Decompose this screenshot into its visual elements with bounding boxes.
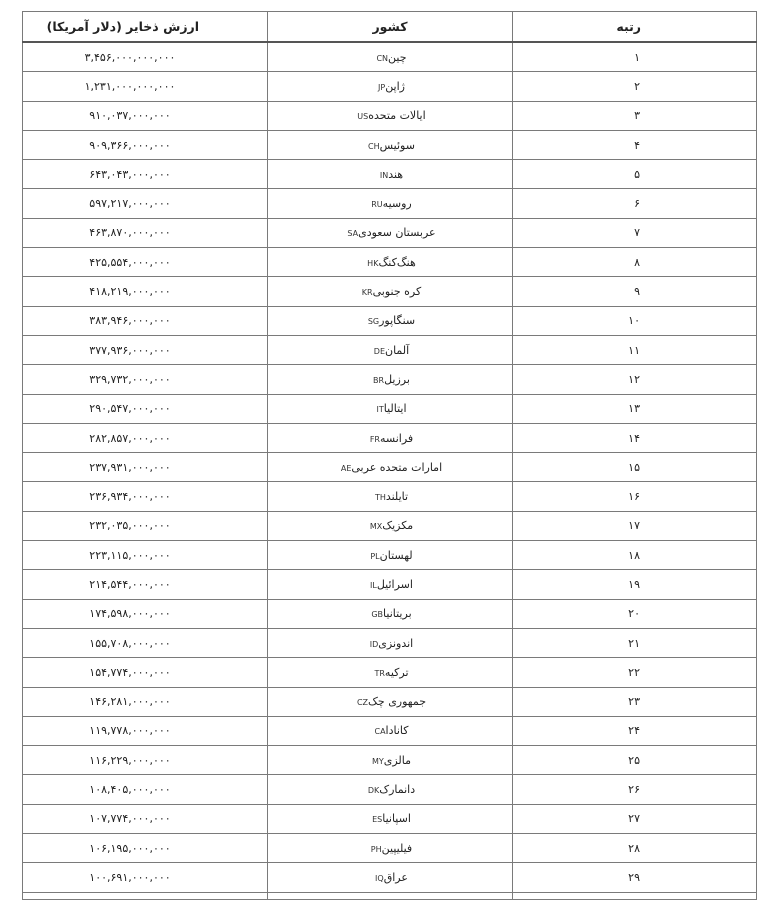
country-name: عراق [383, 870, 408, 884]
reserve-value-cell: ۲۱۴,۵۴۴,۰۰۰,۰۰۰ [23, 570, 268, 599]
country-name: هنگ‌کنگ [378, 255, 416, 269]
country-name: امارات متحده عربی [351, 460, 443, 474]
country-cell [268, 834, 513, 863]
reserve-value-cell: ۴۲۵,۵۵۴,۰۰۰,۰۰۰ [23, 248, 268, 277]
country-name: ایتالیا [383, 402, 407, 416]
country-code: CZ [356, 698, 369, 708]
table-row [23, 218, 757, 247]
country-name: بریتانیا [383, 607, 412, 621]
table-row [23, 189, 757, 218]
table-row [23, 570, 757, 599]
country-cell [268, 804, 513, 833]
rank-cell: ۲ [513, 72, 757, 101]
table-row [23, 834, 757, 863]
country-code: ES [372, 815, 383, 825]
reserve-value-cell: ۱۷۴,۵۹۸,۰۰۰,۰۰۰ [23, 599, 268, 628]
reserve-value-cell: ۲۳۲,۰۳۵,۰۰۰,۰۰۰ [23, 511, 268, 540]
country-code: DK [367, 786, 380, 796]
country-code: CN [376, 53, 389, 63]
reserve-value-cell: ۱۵۴,۷۷۴,۰۰۰,۰۰۰ [23, 658, 268, 687]
table-row [23, 453, 757, 482]
country-code: FR [369, 434, 380, 444]
country-code: TH [374, 493, 386, 503]
country-name: لهستان [379, 548, 413, 562]
country-cell [268, 306, 513, 335]
country-cell [268, 394, 513, 423]
table-row [23, 687, 757, 716]
table-row [23, 160, 757, 189]
rank-cell: ۲۳ [513, 687, 757, 716]
rank-cell: ۱۳ [513, 394, 757, 423]
country-cell [268, 101, 513, 130]
country-cell [268, 423, 513, 452]
country-cell [268, 863, 513, 892]
reserve-value-cell: ۳۲۹,۷۳۲,۰۰۰,۰۰۰ [23, 365, 268, 394]
reserve-value-cell: ۹۱۰,۰۳۷,۰۰۰,۰۰۰ [23, 101, 268, 130]
country-name: اندونزی [378, 636, 414, 650]
reserves-table [22, 11, 757, 900]
country-code: PH [370, 844, 382, 854]
rank-cell: ۱ [513, 42, 757, 72]
reserves-table-container [22, 11, 756, 900]
table-row [23, 42, 757, 72]
country-code: MY [371, 756, 384, 766]
country-name: جمهوری چک [368, 695, 427, 709]
reserve-value-cell: ۲۳۶,۹۳۴,۰۰۰,۰۰۰ [23, 482, 268, 511]
reserve-value-cell: ۱۰۷,۷۷۴,۰۰۰,۰۰۰ [23, 804, 268, 833]
country-name: عربستان سعودی [358, 226, 436, 240]
table-row [23, 746, 757, 775]
reserve-value-cell: ۳۸۳,۹۴۶,۰۰۰,۰۰۰ [23, 306, 268, 335]
table-row [23, 482, 757, 511]
country-name: فیلیپین [381, 841, 413, 855]
country-name: چین [388, 50, 407, 64]
country-name: برزیل [384, 372, 410, 386]
country-cell [268, 541, 513, 570]
rank-cell: ۶ [513, 189, 757, 218]
country-name: اسرائیل [376, 577, 413, 591]
table-row [23, 394, 757, 423]
country-name: فرانسه [380, 431, 414, 445]
country-cell [268, 335, 513, 364]
country-cell [268, 511, 513, 540]
table-row [23, 101, 757, 130]
empty-cell [268, 892, 513, 899]
country-cell [268, 599, 513, 628]
country-cell [268, 160, 513, 189]
country-name: کره جنوبی [372, 285, 422, 299]
rank-cell: ۴ [513, 130, 757, 159]
reserve-value-cell: ۶۴۳,۰۴۳,۰۰۰,۰۰۰ [23, 160, 268, 189]
country-code: MX [369, 522, 383, 532]
reserve-value-cell: ۱۰۰,۶۹۱,۰۰۰,۰۰۰ [23, 863, 268, 892]
country-cell [268, 189, 513, 218]
rank-cell: ۲۴ [513, 716, 757, 745]
rank-cell: ۲۵ [513, 746, 757, 775]
rank-cell: ۱۱ [513, 335, 757, 364]
country-code: ID [369, 639, 379, 649]
rank-cell: ۷ [513, 218, 757, 247]
rank-cell: ۳ [513, 101, 757, 130]
header-rank: رتبه [513, 12, 757, 43]
rank-cell: ۲۰ [513, 599, 757, 628]
country-code: PL [370, 551, 380, 561]
country-code: JP [378, 82, 386, 92]
table-row [23, 541, 757, 570]
country-code: IQ [375, 873, 384, 883]
country-name: سوئیس [379, 138, 415, 152]
reserve-value-cell: ۳,۴۵۶,۰۰۰,۰۰۰,۰۰۰ [23, 42, 268, 72]
table-row-cutoff [23, 892, 757, 899]
table-row [23, 277, 757, 306]
table-body [23, 42, 757, 899]
country-code: TR [374, 668, 385, 678]
country-code: IT [376, 405, 384, 415]
country-name: مکزیک [382, 519, 414, 533]
country-name: هند [388, 167, 404, 181]
empty-cell [513, 892, 757, 899]
header-country: کشور [268, 12, 513, 43]
table-row [23, 599, 757, 628]
country-code: SA [347, 229, 359, 239]
country-cell [268, 716, 513, 745]
table-header-row [23, 12, 757, 43]
country-code: SG [367, 317, 380, 327]
rank-cell: ۱۴ [513, 423, 757, 452]
table-row [23, 248, 757, 277]
reserve-value-cell: ۲۸۲,۸۵۷,۰۰۰,۰۰۰ [23, 423, 268, 452]
country-name: ترکیه [384, 665, 409, 679]
country-cell [268, 453, 513, 482]
empty-cell [23, 892, 268, 899]
table-row [23, 863, 757, 892]
country-code: BR [373, 375, 385, 385]
rank-cell: ۲۸ [513, 834, 757, 863]
country-code: US [357, 112, 369, 122]
country-name: ایالات متحده [368, 109, 426, 123]
reserve-value-cell: ۴۶۳,۸۷۰,۰۰۰,۰۰۰ [23, 218, 268, 247]
country-code: CA [374, 727, 386, 737]
country-cell [268, 365, 513, 394]
country-name: روسیه [382, 197, 412, 211]
rank-cell: ۹ [513, 277, 757, 306]
rank-cell: ۱۲ [513, 365, 757, 394]
reserve-value-cell: ۲۹۰,۵۴۷,۰۰۰,۰۰۰ [23, 394, 268, 423]
reserve-value-cell: ۱۴۶,۲۸۱,۰۰۰,۰۰۰ [23, 687, 268, 716]
rank-cell: ۲۱ [513, 628, 757, 657]
table-row [23, 658, 757, 687]
country-cell [268, 775, 513, 804]
reserve-value-cell: ۱۰۶,۱۹۵,۰۰۰,۰۰۰ [23, 834, 268, 863]
table-row [23, 335, 757, 364]
country-cell [268, 570, 513, 599]
country-name: مالزی [383, 753, 412, 767]
table-row [23, 130, 757, 159]
country-cell [268, 482, 513, 511]
table-row [23, 306, 757, 335]
reserve-value-cell: ۵۹۷,۲۱۷,۰۰۰,۰۰۰ [23, 189, 268, 218]
reserve-value-cell: ۱۰۸,۴۰۵,۰۰۰,۰۰۰ [23, 775, 268, 804]
country-code: CH [368, 141, 380, 151]
country-name: آلمان [385, 343, 410, 357]
rank-cell: ۱۰ [513, 306, 757, 335]
country-name: ژاپن [385, 79, 405, 93]
country-cell [268, 746, 513, 775]
country-code: AE [340, 463, 352, 473]
country-code: RU [371, 200, 383, 210]
country-cell [268, 130, 513, 159]
country-cell [268, 628, 513, 657]
country-code: IL [370, 580, 377, 590]
table-row [23, 716, 757, 745]
reserve-value-cell: ۹۰۹,۳۶۶,۰۰۰,۰۰۰ [23, 130, 268, 159]
country-cell [268, 277, 513, 306]
reserve-value-cell: ۲۲۳,۱۱۵,۰۰۰,۰۰۰ [23, 541, 268, 570]
country-cell [268, 687, 513, 716]
country-name: اسپانیا [382, 812, 411, 826]
country-code: DE [373, 346, 385, 356]
reserve-value-cell: ۱۵۵,۷۰۸,۰۰۰,۰۰۰ [23, 628, 268, 657]
rank-cell: ۵ [513, 160, 757, 189]
table-row [23, 804, 757, 833]
country-name: کانادا [385, 724, 409, 738]
rank-cell: ۱۶ [513, 482, 757, 511]
rank-cell: ۲۹ [513, 863, 757, 892]
table-row [23, 365, 757, 394]
reserve-value-cell: ۱,۲۳۱,۰۰۰,۰۰۰,۰۰۰ [23, 72, 268, 101]
rank-cell: ۲۷ [513, 804, 757, 833]
country-code: GB [371, 610, 384, 620]
country-cell [268, 218, 513, 247]
country-name: سنگاپور [379, 314, 416, 328]
country-code: HK [367, 258, 379, 268]
country-code: KR [361, 288, 373, 298]
table-row [23, 423, 757, 452]
rank-cell: ۱۷ [513, 511, 757, 540]
country-name: تایلند [385, 490, 409, 504]
country-code: IN [379, 170, 389, 180]
rank-cell: ۸ [513, 248, 757, 277]
reserve-value-cell: ۲۳۷,۹۳۱,۰۰۰,۰۰۰ [23, 453, 268, 482]
rank-cell: ۱۵ [513, 453, 757, 482]
rank-cell: ۱۹ [513, 570, 757, 599]
country-cell [268, 658, 513, 687]
rank-cell: ۲۶ [513, 775, 757, 804]
country-name: دانمارک [379, 783, 416, 797]
header-value: ارزش ذخایر (دلار آمریکا) [23, 12, 268, 43]
table-row [23, 72, 757, 101]
table-row [23, 628, 757, 657]
country-cell [268, 42, 513, 72]
table-row [23, 775, 757, 804]
reserve-value-cell: ۴۱۸,۲۱۹,۰۰۰,۰۰۰ [23, 277, 268, 306]
rank-cell: ۲۲ [513, 658, 757, 687]
country-cell [268, 72, 513, 101]
rank-cell: ۱۸ [513, 541, 757, 570]
reserve-value-cell: ۱۱۶,۲۲۹,۰۰۰,۰۰۰ [23, 746, 268, 775]
reserve-value-cell: ۱۱۹,۷۷۸,۰۰۰,۰۰۰ [23, 716, 268, 745]
table-row [23, 511, 757, 540]
reserve-value-cell: ۳۷۷,۹۳۶,۰۰۰,۰۰۰ [23, 335, 268, 364]
country-cell [268, 248, 513, 277]
